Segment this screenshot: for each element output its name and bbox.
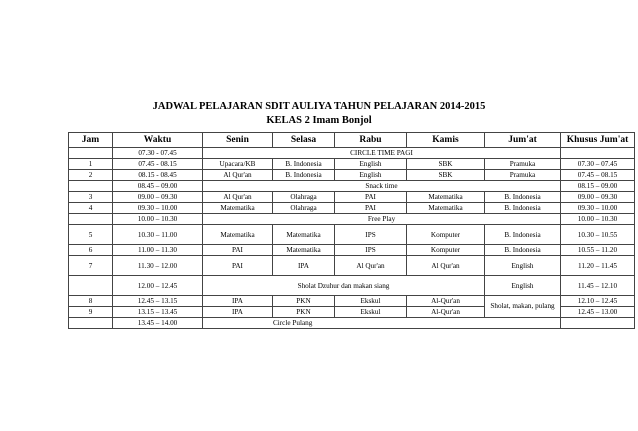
kamis-cell: Matematika [407, 203, 485, 214]
senin-cell: IPA [203, 307, 273, 318]
khusus-cell: 09.00 – 09.30 [561, 192, 635, 203]
table-row [69, 256, 635, 276]
span-cell: Sholat Dzuhur dan makan siang [203, 276, 485, 296]
jumat-cell: Pramuka [485, 170, 561, 181]
waktu-cell: 07.30 - 07.45 [113, 148, 203, 159]
table-row [69, 203, 635, 214]
table-row [69, 148, 635, 159]
rabu-cell: PAI [335, 192, 407, 203]
jam-cell [69, 181, 113, 192]
jumat-cell: English [485, 276, 561, 296]
selasa-cell: Matematika [273, 245, 335, 256]
selasa-cell: IPA [273, 256, 335, 276]
waktu-cell: 07.45 - 08.15 [113, 159, 203, 170]
jumat-cell: B. Indonesia [485, 245, 561, 256]
jumat-cell: English [485, 256, 561, 276]
header-selasa: Selasa [273, 133, 335, 148]
selasa-cell: Matematika [273, 225, 335, 245]
header-khusus-jumat: Khusus Jum'at [561, 133, 635, 148]
jam-cell [69, 276, 113, 296]
waktu-cell: 09.00 – 09.30 [113, 192, 203, 203]
schedule-table [68, 132, 635, 329]
senin-cell: Al Qur'an [203, 170, 273, 181]
rabu-cell: Ekskul [335, 307, 407, 318]
header-row [69, 133, 635, 148]
jumat-cell: B. Indonesia [485, 192, 561, 203]
kamis-cell: SBK [407, 159, 485, 170]
table-row [69, 159, 635, 170]
waktu-cell: 11.00 – 11.30 [113, 245, 203, 256]
khusus-cell [561, 318, 635, 329]
kamis-cell: Al-Qur'an [407, 307, 485, 318]
title-line-1: JADWAL PELAJARAN SDIT AULIYA TAHUN PELAJARAN 2014-2015 [152, 101, 486, 112]
span-cell: CIRCLE TIME PAGI [203, 148, 561, 159]
jam-cell [69, 214, 113, 225]
kamis-cell: Komputer [407, 225, 485, 245]
table-row [69, 214, 635, 225]
khusus-cell: 11.20 – 11.45 [561, 256, 635, 276]
khusus-cell: 07.30 – 07.45 [561, 159, 635, 170]
rabu-cell: Ekskul [335, 296, 407, 307]
table-row [69, 192, 635, 203]
waktu-cell: 12.45 – 13.15 [113, 296, 203, 307]
table-row [69, 296, 635, 307]
waktu-cell: 10.00 – 10.30 [113, 214, 203, 225]
jam-cell: 3 [69, 192, 113, 203]
kamis-cell: Al Qur'an [407, 256, 485, 276]
header-kamis: Kamis [407, 133, 485, 148]
waktu-cell: 12.00 – 12.45 [113, 276, 203, 296]
waktu-cell: 13.15 – 13.45 [113, 307, 203, 318]
kamis-cell: SBK [407, 170, 485, 181]
waktu-cell: 13.45 – 14.00 [113, 318, 203, 329]
table-row [69, 276, 635, 296]
selasa-cell: PKN [273, 307, 335, 318]
khusus-cell [561, 148, 635, 159]
kamis-cell: Al-Qur'an [407, 296, 485, 307]
waktu-cell: 09.30 – 10.00 [113, 203, 203, 214]
document-title [0, 100, 638, 128]
table-row [69, 181, 635, 192]
jumat-cell: B. Indonesia [485, 203, 561, 214]
header-jumat: Jum'at [485, 133, 561, 148]
khusus-cell: 07.45 – 08.15 [561, 170, 635, 181]
senin-cell: PAI [203, 256, 273, 276]
senin-cell: Upacara/KB [203, 159, 273, 170]
waktu-cell: 08.15 - 08.45 [113, 170, 203, 181]
table-row [69, 318, 635, 329]
khusus-cell: 12.45 – 13.00 [561, 307, 635, 318]
rabu-cell: English [335, 170, 407, 181]
jam-cell [69, 148, 113, 159]
kamis-cell: Komputer [407, 245, 485, 256]
table-row [69, 245, 635, 256]
waktu-cell: 11.30 – 12.00 [113, 256, 203, 276]
selasa-cell: Olahraga [273, 192, 335, 203]
khusus-cell: 12.10 – 12.45 [561, 296, 635, 307]
jam-cell: 5 [69, 225, 113, 245]
jumat-cell: B. Indonesia [485, 225, 561, 245]
khusus-cell: 11.45 – 12.10 [561, 276, 635, 296]
jam-cell: 9 [69, 307, 113, 318]
rabu-cell: Al Qur'an [335, 256, 407, 276]
jumat-cell: Pramuka [485, 159, 561, 170]
span-cell: Free Play [203, 214, 561, 225]
table-row [69, 225, 635, 245]
jam-cell: 7 [69, 256, 113, 276]
span-cell: Snack time [203, 181, 561, 192]
jam-cell: 1 [69, 159, 113, 170]
header-rabu: Rabu [335, 133, 407, 148]
kamis-cell: Matematika [407, 192, 485, 203]
selasa-cell: B. Indonesia [273, 170, 335, 181]
senin-cell: Matematika [203, 203, 273, 214]
jam-cell: 8 [69, 296, 113, 307]
senin-cell: PAI [203, 245, 273, 256]
senin-cell: Matematika [203, 225, 273, 245]
khusus-cell: 10.00 – 10.30 [561, 214, 635, 225]
jumat-cell: Sholat, makan, pulang [485, 296, 561, 318]
rabu-cell: IPS [335, 225, 407, 245]
rabu-cell: IPS [335, 245, 407, 256]
table-row [69, 170, 635, 181]
khusus-cell: 08.15 – 09.00 [561, 181, 635, 192]
senin-cell: IPA [203, 296, 273, 307]
selasa-cell: PKN [273, 296, 335, 307]
header-senin: Senin [203, 133, 273, 148]
khusus-cell: 09.30 – 10.00 [561, 203, 635, 214]
selasa-cell: Olahraga [273, 203, 335, 214]
jam-cell: 6 [69, 245, 113, 256]
rabu-cell: English [335, 159, 407, 170]
header-jam: Jam [69, 133, 113, 148]
khusus-cell: 10.30 – 10.55 [561, 225, 635, 245]
rabu-cell: PAI [335, 203, 407, 214]
jam-cell: 2 [69, 170, 113, 181]
waktu-cell: 10.30 – 11.00 [113, 225, 203, 245]
jam-cell: 4 [69, 203, 113, 214]
khusus-cell: 10.55 – 11.20 [561, 245, 635, 256]
title-line-2: KELAS 2 Imam Bonjol [266, 115, 372, 126]
jam-cell [69, 318, 113, 329]
selasa-cell: B. Indonesia [273, 159, 335, 170]
senin-cell: Al Qur'an [203, 192, 273, 203]
waktu-cell: 08.45 – 09.00 [113, 181, 203, 192]
span-cell: Circle Pulang [203, 318, 561, 329]
header-waktu: Waktu [113, 133, 203, 148]
